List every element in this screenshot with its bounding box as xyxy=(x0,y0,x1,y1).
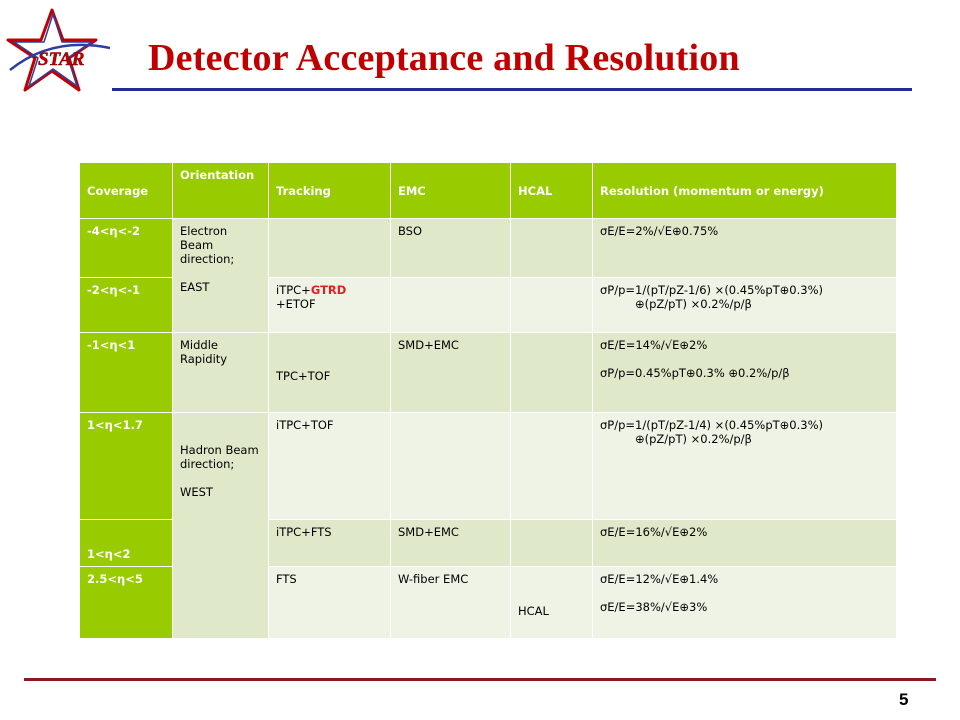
resolution-cell xyxy=(593,412,897,519)
emc-cell: BSO xyxy=(391,219,511,277)
header-coverage: Coverage xyxy=(80,163,173,219)
emc-cell xyxy=(391,412,511,519)
resolution-line: σE/E=38%/√E⊕3% xyxy=(600,600,708,615)
header-hcal: HCAL xyxy=(511,163,593,219)
orientation-east-text: EAST xyxy=(180,280,210,295)
emc-cell xyxy=(391,277,511,332)
tracking-cell xyxy=(269,277,391,332)
header-orientation: Orientation xyxy=(173,163,269,219)
emc-cell: SMD+EMC xyxy=(391,520,511,567)
hcal-cell: HCAL xyxy=(511,567,593,639)
resolution-line: σP/p=0.45%pT⊕0.3% ⊕0.2%/p/β xyxy=(600,365,790,380)
resolution-line: ⊕(pZ/pT) ×0.2%/p/β xyxy=(635,431,752,446)
header-emc: EMC xyxy=(391,163,511,219)
coverage-cell: 1<η<2 xyxy=(80,520,173,567)
tracking-cell: iTPC+FTS xyxy=(269,520,391,567)
tracking-prefix: iTPC+ xyxy=(276,282,311,297)
hcal-cell xyxy=(511,219,593,277)
resolution-cell xyxy=(593,567,897,639)
table-row xyxy=(80,412,897,519)
orientation-cell-east xyxy=(173,219,269,333)
coverage-cell: 2.5<η<5 xyxy=(80,567,173,639)
footer-divider xyxy=(24,678,936,681)
coverage-cell: 1<η<1.7 xyxy=(80,412,173,519)
tracking-cell xyxy=(269,219,391,277)
header-resolution: Resolution (momentum or energy) xyxy=(593,163,897,219)
orientation-electron-text: Electron Beam direction; xyxy=(180,224,235,267)
resolution-cell xyxy=(593,277,897,332)
hcal-cell xyxy=(511,520,593,567)
page-title: Detector Acceptance and Resolution xyxy=(148,37,740,79)
table-row xyxy=(80,332,897,412)
tracking-suffix: +ETOF xyxy=(276,296,316,311)
title-underline xyxy=(112,88,912,91)
tracking-cell: iTPC+TOF xyxy=(269,412,391,519)
star-logo xyxy=(6,8,114,100)
resolution-cell xyxy=(593,332,897,412)
orientation-cell-west xyxy=(173,412,269,638)
tracking-cell: FTS xyxy=(269,567,391,639)
header-tracking: Tracking xyxy=(269,163,391,219)
coverage-cell: -1<η<1 xyxy=(80,332,173,412)
acceptance-table xyxy=(79,162,897,639)
orientation-west-text: WEST xyxy=(180,484,213,499)
hcal-cell xyxy=(511,332,593,412)
resolution-line: σE/E=14%/√E⊕2% xyxy=(600,337,708,352)
resolution-line: σP/p=1/(pT/pZ-1/6) ×(0.45%pT⊕0.3%) xyxy=(600,282,824,297)
resolution-cell: σE/E=2%/√E⊕0.75% xyxy=(593,219,897,277)
hcal-cell xyxy=(511,277,593,332)
resolution-line: ⊕(pZ/pT) ×0.2%/p/β xyxy=(635,296,752,311)
coverage-cell: -4<η<-2 xyxy=(80,219,173,277)
emc-cell: SMD+EMC xyxy=(391,332,511,412)
tracking-gtrd-highlight: GTRD xyxy=(310,282,347,297)
orientation-hadron-text: Hadron Beam direction; xyxy=(180,442,259,471)
coverage-cell: -2<η<-1 xyxy=(80,277,173,332)
resolution-line: σP/p=1/(pT/pZ-1/4) ×(0.45%pT⊕0.3%) xyxy=(600,417,824,432)
tracking-cell: TPC+TOF xyxy=(269,332,391,412)
page-number: 5 xyxy=(899,690,909,709)
resolution-line: σE/E=12%/√E⊕1.4% xyxy=(600,572,719,587)
hcal-cell xyxy=(511,412,593,519)
emc-cell: W-fiber EMC xyxy=(391,567,511,639)
resolution-cell: σE/E=16%/√E⊕2% xyxy=(593,520,897,567)
table-header-row xyxy=(80,163,897,219)
orientation-cell-middle: Middle Rapidity xyxy=(173,332,269,412)
table-row xyxy=(80,219,897,277)
star-logo-text: STAR xyxy=(38,49,85,70)
